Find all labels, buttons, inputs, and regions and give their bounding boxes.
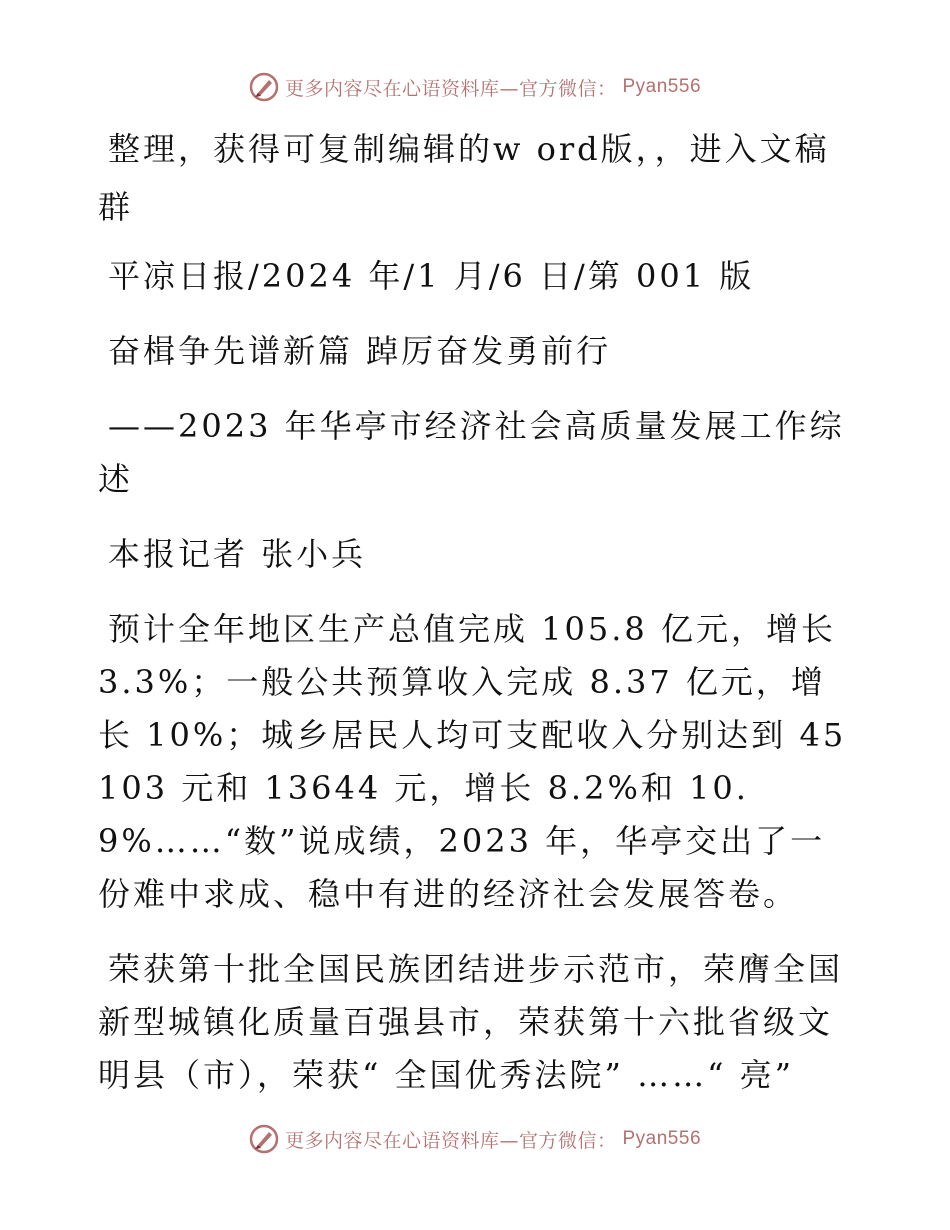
byline: 本报记者 张小兵 — [108, 535, 367, 573]
watermark-text: 更多内容尽在心语资料库—官方微信： — [284, 1129, 617, 1152]
body-paragraph-1: 预计全年地区生产总值完成 105.8 亿元，增长 3.3%；一般公共预算收入完成 8.37 亿元，增长 10%；城乡居民人均可支配收入分别达到 45103 元和 13644 元，增长 8.2%和 10.9%……“数”说成绩，2023 年，华亭交出了一份难中求成、稳中有进的经济社会发展答卷。 — [98, 610, 847, 913]
article-subtitle: ——2023 年华亭市经济社会高质量发展工作综述 — [98, 407, 845, 498]
pen-logo-icon — [249, 1124, 279, 1154]
watermark-wechat-id: Pyan556 — [622, 76, 702, 97]
pen-logo-icon — [249, 72, 279, 102]
body-paragraph-2: 荣获第十批全国民族团结进步示范市，荣膺全国新型城镇化质量百强县市，荣获第十六批省级文明县（市），荣获“ 全国优秀法院” ……“ 亮” — [98, 950, 844, 1094]
watermark-footer — [0, 1124, 950, 1154]
document-body — [98, 120, 858, 1124]
watermark-wechat-id: Pyan556 — [622, 1128, 702, 1149]
watermark-header — [0, 72, 950, 102]
watermark-text: 更多内容尽在心语资料库—官方微信： — [284, 77, 617, 100]
article-title: 奋楫争先谱新篇 踔厉奋发勇前行 — [108, 332, 612, 370]
intro-line: 整理，获得可复制编辑的w ord版，，进入文稿群 — [98, 130, 830, 226]
source-line: 平凉日报/2024 年/1 月/6 日/第 001 版 — [108, 257, 755, 295]
